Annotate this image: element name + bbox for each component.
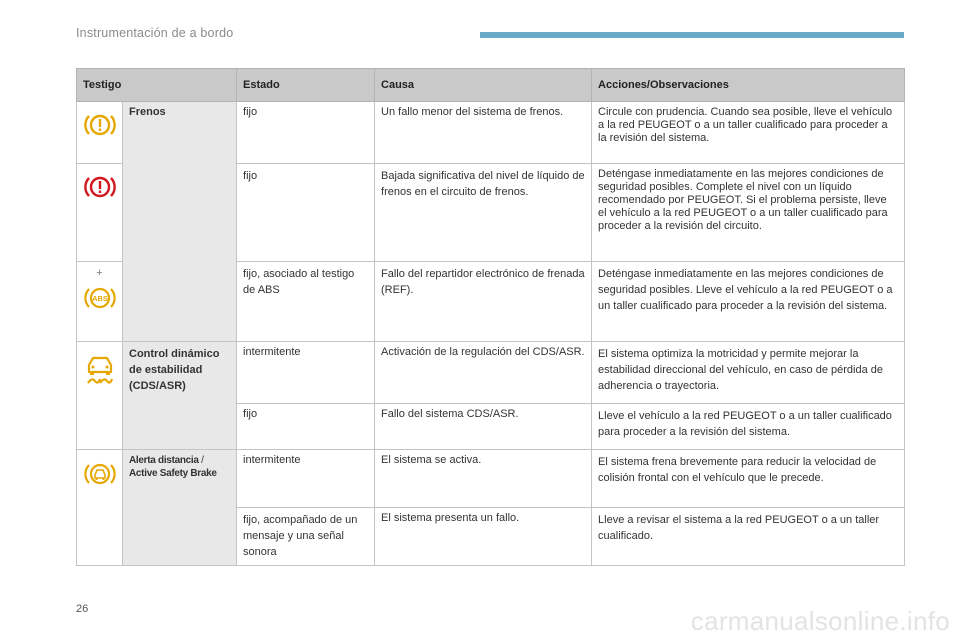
causa-cell: Fallo del repartidor electrónico de frenada (REF). [375,262,592,342]
svg-text:ABS: ABS [91,294,108,303]
icon-cell [77,102,123,164]
table-header-row [77,69,905,102]
icon-cell [77,450,123,566]
abs-icon [77,285,122,311]
estado-cell: fijo, asociado al testigo de ABS [237,262,375,342]
brake-warning-icon [77,112,122,138]
active-safety-brake-icon [77,460,122,488]
acciones-cell: Lleve el vehículo a la red PEUGEOT o a un taller cualificado para proceder a la revisión del sistema. [592,404,905,450]
group-cds: Control dinámico de estabilidad (CDS/ASR) [123,342,237,450]
acciones-cell: Lleve a revisar el sistema a la red PEUGEOT o a un taller cualificado. [592,508,905,566]
group-alerta-label-b: Active Safety Brake [129,468,217,479]
acciones-cell: Deténgase inmediatamente en las mejores condiciones de seguridad posibles. Lleve el vehículo a la red PEUGEOT o a un taller cualificado para proceder a la revisión del sistema. [592,262,905,342]
acciones-cell: Circule con prudencia. Cuando sea posible, lleve el vehículo a la red PEUGEOT o a un taller cualificado para proceder a la revisión del sistema. [592,102,905,164]
acciones-cell: El sistema frena brevemente para reducir la velocidad de colisión frontal con el vehículo que le precede. [592,450,905,508]
causa-cell: El sistema presenta un fallo. [375,508,592,566]
group-alerta-label-a: Alerta distancia [129,455,199,466]
causa-cell: Un fallo menor del sistema de frenos. [375,102,592,164]
stability-control-icon [77,352,122,386]
brake-fluid-icon [77,174,122,200]
estado-cell: intermitente [237,450,375,508]
watermark: carmanualsonline.info [690,606,950,636]
plus-sign: + [96,267,103,279]
causa-cell: Activación de la regulación del CDS/ASR. [375,342,592,404]
page-section-title: Instrumentación de a bordo [76,26,234,40]
estado-cell: fijo [237,164,375,262]
acciones-cell: El sistema optimiza la motricidad y permite mejorar la estabilidad direccional del vehículo, en caso de pérdida de adherencia o trayectoria. [592,342,905,404]
warning-lights-table [76,68,905,566]
table-row [77,450,905,508]
header-accent-bar [480,32,904,38]
icon-cell [77,342,123,450]
table-row [77,102,905,164]
table-row [77,342,905,404]
page-number: 26 [76,603,89,615]
group-alerta-separator: / [198,455,204,466]
icon-cell [77,262,123,342]
causa-cell: El sistema se activa. [375,450,592,508]
estado-cell: intermitente [237,342,375,404]
header-estado: Estado [237,69,375,102]
group-frenos: Frenos [123,102,237,342]
estado-cell: fijo [237,102,375,164]
estado-cell: fijo [237,404,375,450]
causa-cell: Fallo del sistema CDS/ASR. [375,404,592,450]
header-causa: Causa [375,69,592,102]
group-alerta-distancia [123,450,237,566]
header-testigo: Testigo [77,69,237,102]
header-acciones: Acciones/Observaciones [592,69,905,102]
estado-cell: fijo, acompañado de un mensaje y una señal sonora [237,508,375,566]
acciones-cell: Deténgase inmediatamente en las mejores condiciones de seguridad posibles. Complete el nivel con un líquido recomendado por PEUGEOT. Si el problema persiste, lleve el vehículo a la red PEUGEOT o a un taller cualificado para proceder a la revisión del circuito. [592,164,905,262]
causa-cell: Bajada significativa del nivel de líquido de frenos en el circuito de frenos. [375,164,592,262]
icon-cell [77,164,123,262]
